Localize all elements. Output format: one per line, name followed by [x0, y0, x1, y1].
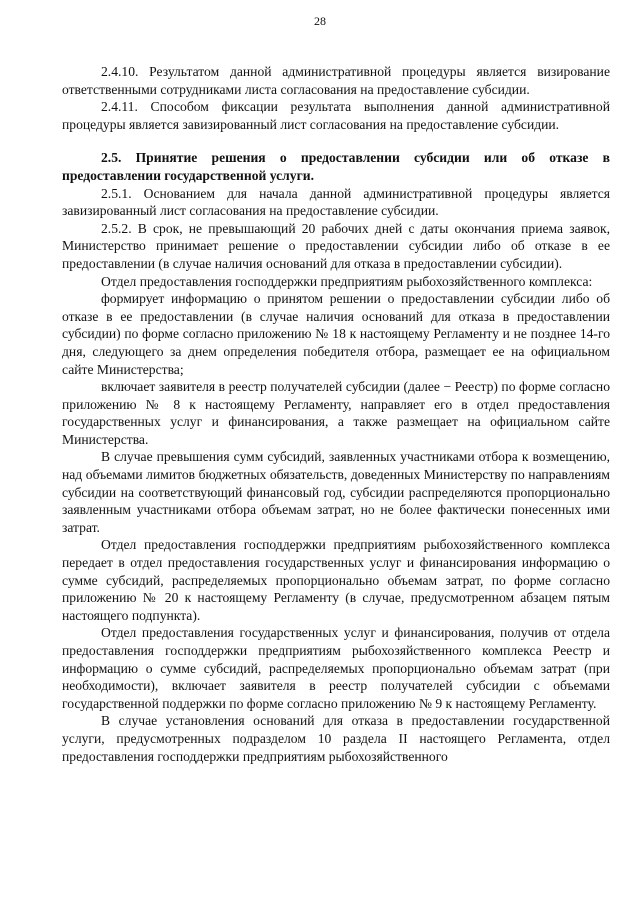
paragraph-excess-subsidies: В случае превышения сумм субсидий, заявленных участниками отбора к возмещению, над объемами лимитов бюджетных обязательств, доведенных Министерству по направлениям субсидии на соответствующий финансовый год, субсидии распределяются пропорционально заявленным участниками отбора объемам затрат, но не более фактически понесенных ими затрат. — [62, 449, 610, 535]
paragraph-2-5-1: 2.5.1. Основанием для начала данной административной процедуры является завизированный лист согласования на предоставление субсидии. — [62, 185, 610, 219]
paragraph-includes-registry: включает заявителя в реестр получателей субсидии (далее − Реестр) по форме согласно приложению № 8 к настоящему Регламенту, направляет его в отдел предоставления государственных услуг и финансирования, а также размещает на официальном сайте Министерства. — [62, 379, 610, 447]
paragraph-2-5-2: 2.5.2. В срок, не превышающий 20 рабочих дней с даты окончания приема заявок, Министерство принимает решение о предоставлении субсидии либо об отказе в ее предоставлении (в случае наличия оснований для отказа в предоставлении субсидии). — [62, 220, 610, 271]
paragraph-2-4-11: 2.4.11. Способом фиксации результата выполнения данной административной процедуры является завизированный лист согласования на предоставление субсидии. — [62, 99, 610, 132]
paragraph-refusal-grounds: В случае установления оснований для отказа в предоставлении государственной услуги, предусмотренных подразделом 10 раздела II настоящего Регламента, отдел предоставления господдержки предприятиям рыбохозяйственного — [62, 713, 610, 764]
section-heading-2-5: 2.5. Принятие решения о предоставлении субсидии или об отказе в предоставлении государственной услуги. — [62, 150, 610, 183]
paragraph-forms-information: формирует информацию о принятом решении о предоставлении субсидии либо об отказе в ее предоставлении (в случае наличия оснований для отказа в предоставлении субсидии) по форме согласно приложению № 18 к настоящему Регламенту и не позднее 14-го дня, следующего за днем определения победителя отбора, размещает ее на официальном сайте Министерства; — [62, 291, 610, 377]
page-number: 28 — [314, 14, 326, 28]
paragraph-transfers-information: Отдел предоставления господдержки предприятиям рыбохозяйственного комплекса передает в отдел предоставления государственных услуг и финансирования информацию о сумме субсидий, распределяемых пропорционально объемам затрат, по форме согласно приложению № 20 к настоящему Регламенту (в случае, предусмотренном абзацем пятым настоящего подпункта). — [62, 537, 610, 623]
paragraph-financing-department: Отдел предоставления государственных услуг и финансирования, получив от отдела предоставления господдержки предприятиям рыбохозяйственного комплекса Реестр и информацию о сумме субсидий, распределяемых пропорционально объемам затрат (при необходимости), включает заявителя в реестр получателей субсидии с объемами государственной поддержки по форме согласно приложению № 9 к настоящему Регламенту. — [62, 625, 610, 711]
paragraph-2-4-10: 2.4.10. Результатом данной административной процедуры является визирование ответственными сотрудниками листа согласования на предоставление субсидии. — [62, 64, 610, 97]
document-body — [62, 63, 610, 765]
paragraph-department-intro: Отдел предоставления господдержки предприятиям рыбохозяйственного комплекса: — [101, 273, 593, 289]
